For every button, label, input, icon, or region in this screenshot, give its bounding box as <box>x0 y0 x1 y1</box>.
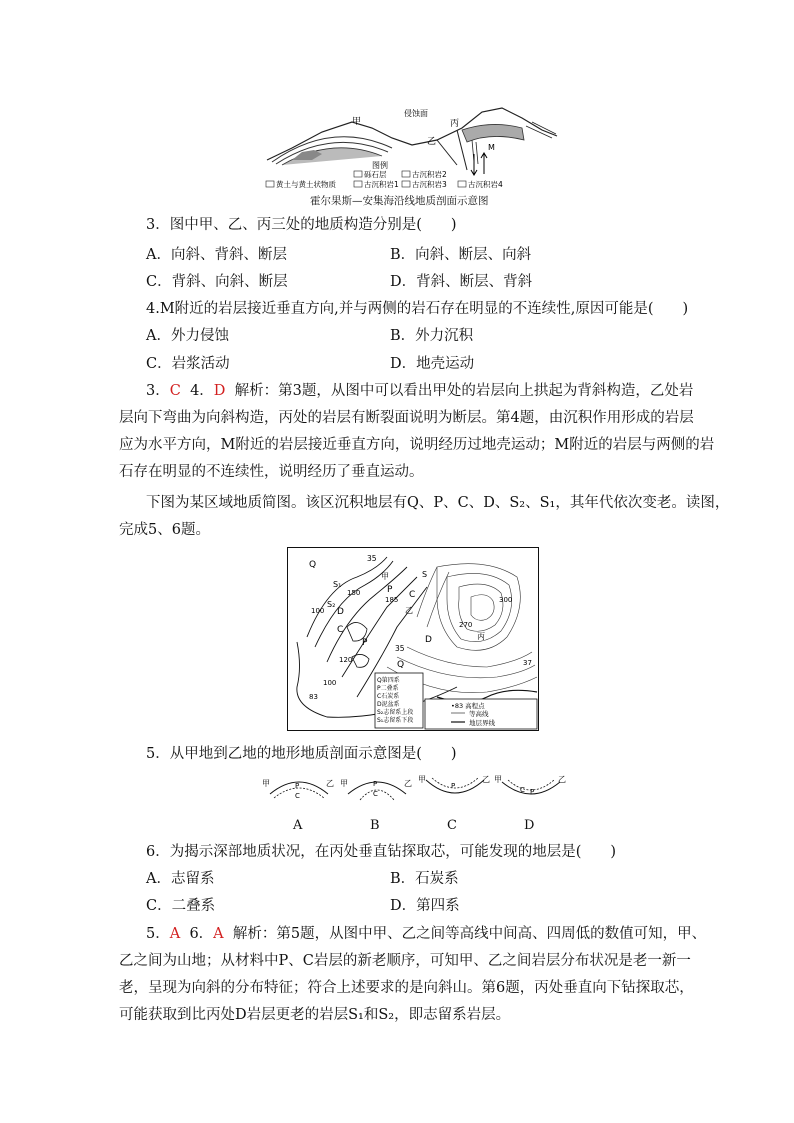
analysis-5-6-l3: 老，呈现为向斜的分布特征；符合上述要求的是向斜山。第6题，丙处垂直向下钻探取芯， <box>119 980 694 996</box>
label-bing: 丙 <box>450 119 460 129</box>
q5-d-yi: 乙 <box>558 775 566 784</box>
q5-d-jia: 甲 <box>494 775 502 784</box>
map-label-p-west: P <box>362 638 368 648</box>
map-label-s1: S₁ <box>333 580 342 589</box>
answer-5-6-line1 <box>146 924 706 944</box>
legend-gravel: 砾石层 <box>364 170 387 179</box>
q5-option-c[interactable]: C <box>447 818 457 833</box>
map-label-c-west: C <box>337 625 344 635</box>
map-label-s2: S₂ <box>327 600 336 609</box>
q3-option-d[interactable]: D．背斜、断层、背斜 <box>390 274 533 290</box>
map-label-s-east: S <box>422 570 428 579</box>
map-legend-s1: S₁志留系下段 <box>377 717 414 724</box>
q5-d-p: P <box>530 788 535 796</box>
q4-option-d[interactable]: D．地壳运动 <box>390 356 475 372</box>
map-marker-yi: 乙 <box>405 606 413 615</box>
q4-option-b[interactable]: B．外力沉积 <box>390 328 474 344</box>
geologic-map-figure <box>287 547 539 731</box>
q5-a-yi: 乙 <box>326 779 334 788</box>
map-label-q-center: Q <box>397 660 405 670</box>
q5-b-p: P <box>373 780 378 788</box>
legend-title: 图例 <box>372 161 388 170</box>
map-label-150: 150 <box>347 589 361 597</box>
map-legend-boundary: 地层界线 <box>469 719 495 727</box>
analysis-5-6-l2: 乙之间为山地；从材料中P、C岩层的新老顺序，可知甲、乙之间岩层分布状况是老一新一 <box>119 953 691 969</box>
label-m: M <box>488 143 495 152</box>
map-label-c-east: C <box>409 590 416 600</box>
q5-c-jia: 甲 <box>418 775 426 784</box>
q5-option-b[interactable]: B <box>370 818 380 833</box>
q5-option-a[interactable]: A <box>293 818 303 833</box>
intro-5-6-l1: 下图为某区域地质简图。该区沉积地层有Q、P、C、D、S₂、S₁，其年代依次变老。读图， <box>146 495 730 511</box>
q6-stem: 6．为揭示深部地质状况，在丙处垂直钻探取芯，可能发现的地层是( ) <box>146 844 617 860</box>
map-label-35-center: 35 <box>395 644 405 653</box>
legend-swatch-rock3 <box>402 181 410 187</box>
map-legend-contour: 等高线 <box>469 710 489 718</box>
legend-rock3: 古沉积岩3 <box>412 180 447 189</box>
q5-profile-d[interactable] <box>494 772 568 808</box>
map-label-100-west: 100 <box>311 607 325 615</box>
intro-5-6-l2: 完成5、6题。 <box>119 522 210 538</box>
map-label-270: 270 <box>459 621 473 629</box>
q5-option-d[interactable]: D <box>524 818 535 833</box>
q4-option-a[interactable]: A．外力侵蚀 <box>146 328 229 344</box>
answer-6: A <box>213 926 224 942</box>
map-label-185: 185 <box>385 596 399 604</box>
map-legend-p: P二叠系 <box>377 685 399 692</box>
q5-a-jia: 甲 <box>262 779 270 788</box>
q6-option-a[interactable]: A．志留系 <box>146 871 215 887</box>
legend-swatch-rock1 <box>354 181 362 187</box>
analysis-3-4-l3: 应为水平方向，M附近的岩层接近垂直方向，说明经历过地壳运动；M附近的岩层与两侧的岩 <box>119 437 715 453</box>
label-yi: 乙 <box>427 137 437 147</box>
legend-loess: 黄土与黄土状物质 <box>276 180 336 189</box>
figure1-caption: 霍尔果斯—安集海沿线地质剖面示意图 <box>310 195 489 207</box>
legend-rock4: 古沉积岩4 <box>468 180 503 189</box>
answer-3: C <box>169 383 181 399</box>
q5-b-c: C <box>373 790 378 798</box>
answer-5: A <box>169 926 181 942</box>
answer-5-num: 5． <box>146 926 170 942</box>
legend-rock2: 古沉积岩2 <box>412 170 447 179</box>
legend-swatch-gravel <box>354 171 362 177</box>
map-label-35-north: 35 <box>367 554 377 563</box>
answer-3-num: 3． <box>146 383 170 399</box>
map-legend-elevation: •83 高程点 <box>451 702 485 710</box>
q5-profile-c[interactable] <box>418 772 492 808</box>
map-legend-s2: S₂志留系上段 <box>377 709 414 716</box>
q5-b-yi: 乙 <box>404 779 412 788</box>
q5-b-jia: 甲 <box>340 779 348 788</box>
q6-option-c[interactable]: C．二叠系 <box>146 898 216 914</box>
map-label-d-east: D <box>425 635 432 645</box>
answer-6-num: 6． <box>189 926 214 942</box>
label-erosion: 侵蚀面 <box>404 109 428 118</box>
q5-profile-a[interactable] <box>262 772 336 808</box>
q5-d-c: C <box>520 786 525 794</box>
legend-swatch-loess <box>266 181 274 187</box>
map-label-120: 120 <box>339 656 353 664</box>
map-label-q-nw: Q <box>309 560 317 570</box>
answer-4: D <box>213 383 226 399</box>
map-legend-q: Q第四系 <box>377 677 400 684</box>
analysis-3-4-l1: 解析：第3题，从图中可以看出甲处的岩层向上拱起为背斜构造，乙处岩 <box>234 383 694 399</box>
q5-stem: 5．从甲地到乙地的地形地质剖面示意图是( ) <box>146 746 457 762</box>
label-jia: 甲 <box>352 117 362 127</box>
map-label-300: 300 <box>499 596 513 604</box>
q6-option-b[interactable]: B．石炭系 <box>390 871 459 887</box>
q5-a-p: P <box>295 782 300 790</box>
q3-option-c[interactable]: C．背斜、向斜、断层 <box>146 274 288 290</box>
q3-option-b[interactable]: B．向斜、断层、向斜 <box>390 247 532 263</box>
map-label-37: 37 <box>523 659 532 667</box>
map-legend-c: C石炭系 <box>377 693 400 700</box>
legend-rock1: 古沉积岩1 <box>364 180 399 189</box>
analysis-3-4-l2: 层向下弯曲为向斜构造，丙处的岩层有断裂面说明为断层。第4题，由沉积作用形成的岩层 <box>119 410 694 426</box>
map-label-p-east: P <box>387 585 393 595</box>
q4-option-c[interactable]: C．岩浆活动 <box>146 356 230 372</box>
q5-c-p: P <box>451 782 456 790</box>
legend-swatch-rock4 <box>458 181 466 187</box>
answer-3-4-line1 <box>146 381 693 401</box>
map-label-d-west: D <box>337 607 344 617</box>
q5-c-yi: 乙 <box>482 775 490 784</box>
map-label-83: 83 <box>309 693 318 701</box>
analysis-3-4-l4: 石存在明显的不连续性，说明经历了垂直运动。 <box>119 464 424 480</box>
analysis-5-6-l1: 解析：第5题，从图中甲、乙之间等高线中间高、四周低的数值可知，甲、 <box>232 926 707 942</box>
q3-option-a[interactable]: A．向斜、背斜、断层 <box>146 247 287 263</box>
map-marker-bing: 丙 <box>477 632 485 641</box>
map-label-100-south: 100 <box>323 679 337 687</box>
legend-swatch-rock2 <box>402 171 410 177</box>
q3-stem: 3．图中甲、乙、丙三处的地质构造分别是( ) <box>146 217 457 233</box>
answer-4-num: 4． <box>190 383 214 399</box>
analysis-5-6-l4: 可能获取到比丙处D岩层更老的岩层S₁和S₂，即志留系岩层。 <box>119 1007 511 1023</box>
map-legend-d: D泥盆系 <box>377 701 400 708</box>
q6-option-d[interactable]: D．第四系 <box>390 898 460 914</box>
q5-a-c: C <box>295 792 300 800</box>
q4-stem: 4.M附近的岩层接近垂直方向,并与两侧的岩石存在明显的不连续性,原因可能是( ) <box>146 301 689 317</box>
q5-profile-b[interactable] <box>340 772 414 808</box>
map-marker-jia: 甲 <box>381 572 389 581</box>
